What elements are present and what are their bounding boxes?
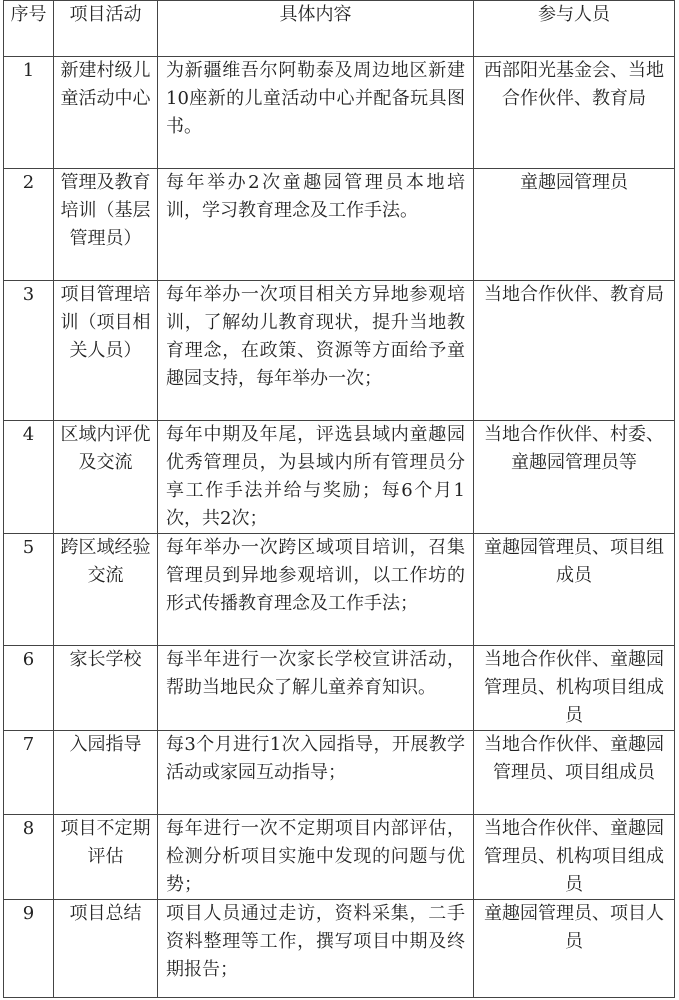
row-content: 每年举办2次童趣园管理员本地培训，学习教育理念及工作手法。 [158,169,474,281]
row-no: 5 [4,534,54,646]
row-content: 每半年进行一次家长学校宣讲活动，帮助当地民众了解儿童养育知识。 [158,646,474,731]
row-content: 每年举办一次项目相关方异地参观培训，了解幼儿教育现状，提升当地教育理念，在政策、资源等方面给予童趣园支持，每年举办一次； [158,281,474,421]
table-row [4,169,675,281]
row-no: 9 [4,900,54,998]
row-no: 3 [4,281,54,421]
row-activity: 新建村级儿童活动中心 [54,57,158,169]
header-participants: 参与人员 [474,1,675,57]
header-no: 序号 [4,1,54,57]
row-content: 为新疆维吾尔阿勒泰及周边地区新建10座新的儿童活动中心并配备玩具图书。 [158,57,474,169]
header-row [4,1,675,57]
table-row [4,421,675,534]
row-no: 4 [4,421,54,534]
activity-table [3,0,675,998]
row-participants: 当地合作伙伴、教育局 [474,281,675,421]
table-row [4,57,675,169]
row-content: 每年中期及年尾，评选县域内童趣园优秀管理员，为县域内所有管理员分享工作手法并给与奖励；每6个月1次，共2次； [158,421,474,534]
row-activity: 区域内评优及交流 [54,421,158,534]
activity-table-wrapper [3,0,675,998]
row-activity: 家长学校 [54,646,158,731]
row-content: 每年进行一次不定期项目内部评估，检测分析项目实施中发现的问题与优势； [158,815,474,900]
row-no: 7 [4,731,54,815]
row-participants: 当地合作伙伴、村委、童趣园管理员等 [474,421,675,534]
row-participants: 童趣园管理员、项目人员 [474,900,675,998]
row-participants: 当地合作伙伴、童趣园管理员、项目组成员 [474,731,675,815]
row-activity: 项目总结 [54,900,158,998]
row-no: 8 [4,815,54,900]
row-participants: 当地合作伙伴、童趣园管理员、机构项目组成员 [474,815,675,900]
header-content: 具体内容 [158,1,474,57]
table-row [4,646,675,731]
row-activity: 项目不定期评估 [54,815,158,900]
row-content: 项目人员通过走访，资料采集，二手资料整理等工作，撰写项目中期及终期报告； [158,900,474,998]
row-content: 每年举办一次跨区域项目培训，召集管理员到异地参观培训，以工作坊的形式传播教育理念及工作手法； [158,534,474,646]
row-participants: 童趣园管理员、项目组成员 [474,534,675,646]
row-no: 6 [4,646,54,731]
row-participants: 西部阳光基金会、当地合作伙伴、教育局 [474,57,675,169]
header-activity: 项目活动 [54,1,158,57]
row-no: 1 [4,57,54,169]
table-row [4,534,675,646]
row-content: 每3个月进行1次入园指导，开展教学活动或家园互动指导； [158,731,474,815]
table-row [4,900,675,998]
table-row [4,731,675,815]
row-no: 2 [4,169,54,281]
row-participants: 童趣园管理员 [474,169,675,281]
row-activity: 项目管理培训（项目相关人员） [54,281,158,421]
row-activity: 入园指导 [54,731,158,815]
row-participants: 当地合作伙伴、童趣园管理员、机构项目组成员 [474,646,675,731]
row-activity: 管理及教育培训（基层管理员） [54,169,158,281]
row-activity: 跨区域经验交流 [54,534,158,646]
table-row [4,815,675,900]
table-row [4,281,675,421]
